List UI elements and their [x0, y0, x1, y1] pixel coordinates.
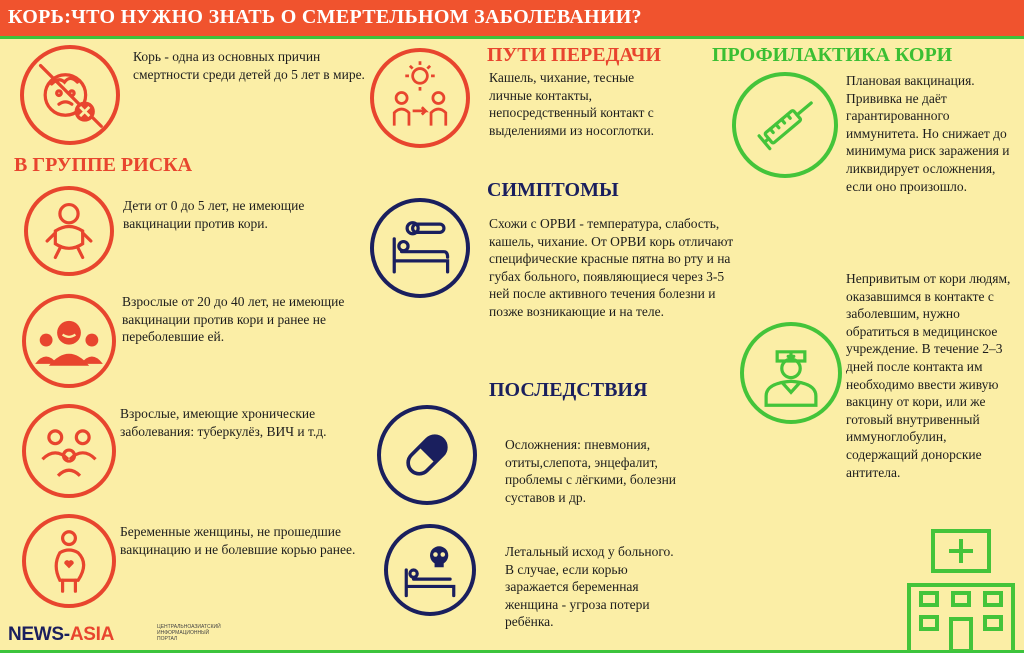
- family-icon: [22, 404, 116, 498]
- contact-text: Непривитым от кори людям, оказавшимся в контакте с заболевшим, нужно обратиться в медицинское учреждение. В течение 2–3 дней после контакта им необходимо ввести живую вакцину от кори, или же готовый внутривенный иммуноглобулин, содержащий донорские антитела.: [846, 271, 1011, 480]
- adults-group-icon: [22, 294, 116, 388]
- transmission-heading: ПУТИ ПЕРЕДАЧИ: [487, 44, 661, 66]
- risk-heading: В ГРУППЕ РИСКА: [14, 154, 193, 176]
- intro-text: Корь - одна из основных причин смертности среди детей до 5 лет в мире.: [133, 49, 365, 82]
- pregnant-woman-icon: [22, 514, 116, 608]
- doctor-icon: [740, 322, 842, 424]
- logo-tagline: ЦЕНТРАЛЬНОАЗИАТСКИЙ ИНФОРМАЦИОННЫЙ ПОРТАЛ: [157, 624, 221, 642]
- transmission-text: Кашель, чихание, тесные личные контакты, непосредственный контакт с выделениями из носоглотки.: [489, 70, 655, 138]
- pill-icon: [377, 405, 477, 505]
- virus-transmission-icon: [370, 48, 470, 148]
- title-banner: [0, 0, 1024, 36]
- baby-icon: [24, 186, 114, 276]
- risk-item-4: Беременные женщины, не прошедшие вакцинацию и не болевшие корью ранее.: [120, 524, 356, 557]
- skull-bed-icon: [384, 524, 476, 616]
- syringe-icon: [732, 72, 838, 178]
- page-title: КОРЬ:ЧТО НУЖНО ЗНАТЬ О СМЕРТЕЛЬНОМ ЗАБОЛЕВАНИИ?: [8, 6, 642, 28]
- consequences-heading: ПОСЛЕДСТВИЯ: [489, 379, 648, 401]
- lethal-text: Летальный исход у больного. В случае, если корью заражается беременная женщина - угроза потери ребёнка.: [505, 544, 674, 630]
- risk-item-3: Взрослые, имеющие хронические заболевания: туберкулёз, ВИЧ и т.д.: [120, 406, 327, 439]
- symptoms-text: Схожи с ОРВИ - температура, слабость, кашель, чихание. От ОРВИ корь отличают специфические красные пятна во рту и на губах больного, появляющиеся через 3-5 ней после активного течения болезни и позже возникающие и на теле.: [489, 216, 734, 319]
- thermometer-bed-icon: [370, 198, 470, 298]
- risk-item-2: Взрослые от 20 до 40 лет, не имеющие вакцинации против кори и ранее не переболевшие ей.: [122, 294, 345, 345]
- symptoms-heading: СИМПТОМЫ: [487, 179, 619, 201]
- news-asia-logo: NEWS-ASIA: [8, 624, 115, 645]
- hospital-icon: [905, 527, 1017, 651]
- prevention-heading: ПРОФИЛАКТИКА КОРИ: [712, 44, 953, 66]
- risk-item-1: Дети от 0 до 5 лет, не имеющие вакцинации против кори.: [123, 198, 305, 231]
- top-divider: [0, 36, 1024, 39]
- vaccination-text: Плановая вакцинация. Прививка не даёт гарантированного иммунитета. Но снижает до минимума риск заражения и ликвидирует осложнения, если оно произошло.: [846, 73, 1010, 194]
- complications-text: Осложнения: пневмония, отиты,слепота, энцефалит, проблемы с лёгкими, болезни суставов и др.: [505, 437, 677, 505]
- sick-child-icon: [20, 45, 120, 145]
